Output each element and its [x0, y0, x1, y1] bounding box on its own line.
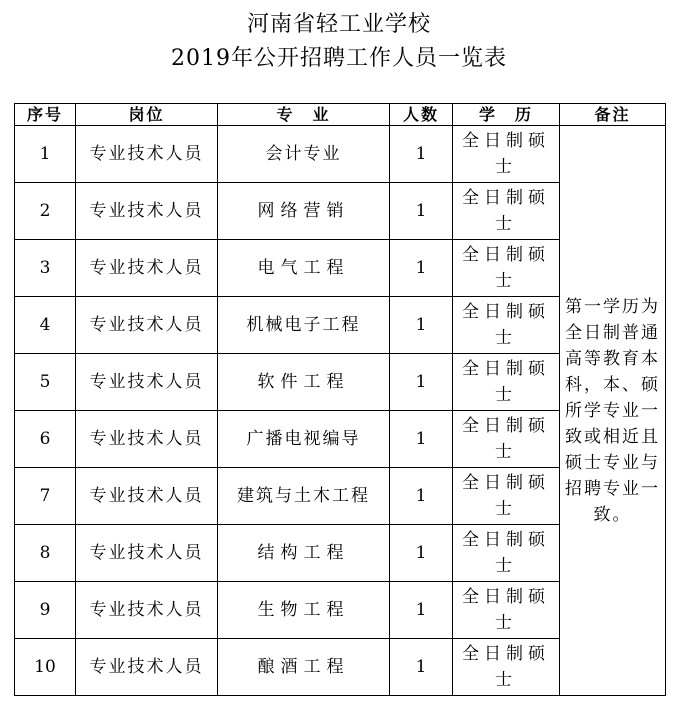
cell-count: 1 [390, 639, 453, 696]
cell-post: 专业技术人员 [76, 411, 218, 468]
cell-count: 1 [390, 126, 453, 183]
cell-count: 1 [390, 240, 453, 297]
cell-count: 1 [390, 183, 453, 240]
header-seq: 序号 [15, 104, 76, 126]
cell-major: 软件工程 [218, 354, 390, 411]
cell-education: 全日制硕士 [453, 126, 560, 183]
header-education: 学 历 [453, 104, 560, 126]
header-major: 专 业 [218, 104, 390, 126]
cell-post: 专业技术人员 [76, 354, 218, 411]
cell-note: 第一学历为全日制普通高等教育本科，本、硕所学专业一致或相近且硕士专业与招聘专业一致。 [560, 126, 666, 696]
cell-education: 全日制硕士 [453, 639, 560, 696]
cell-education: 全日制硕士 [453, 183, 560, 240]
cell-seq: 10 [15, 639, 76, 696]
cell-post: 专业技术人员 [76, 639, 218, 696]
cell-seq: 4 [15, 297, 76, 354]
cell-seq: 9 [15, 582, 76, 639]
cell-seq: 5 [15, 354, 76, 411]
cell-post: 专业技术人员 [76, 240, 218, 297]
cell-major: 广播电视编导 [218, 411, 390, 468]
cell-post: 专业技术人员 [76, 297, 218, 354]
cell-major: 结构工程 [218, 525, 390, 582]
recruitment-table [14, 103, 666, 696]
document-title [0, 8, 678, 76]
cell-seq: 8 [15, 525, 76, 582]
table-row [15, 126, 666, 183]
cell-major: 会计专业 [218, 126, 390, 183]
cell-seq: 3 [15, 240, 76, 297]
cell-major: 机械电子工程 [218, 297, 390, 354]
cell-post: 专业技术人员 [76, 582, 218, 639]
cell-seq: 2 [15, 183, 76, 240]
cell-education: 全日制硕士 [453, 240, 560, 297]
title-school-name: 河南省轻工业学校 [246, 12, 431, 37]
cell-major: 电气工程 [218, 240, 390, 297]
cell-count: 1 [390, 411, 453, 468]
cell-post: 专业技术人员 [76, 468, 218, 525]
cell-count: 1 [390, 525, 453, 582]
cell-education: 全日制硕士 [453, 411, 560, 468]
cell-major: 生物工程 [218, 582, 390, 639]
header-note: 备注 [560, 104, 666, 126]
cell-post: 专业技术人员 [76, 126, 218, 183]
cell-count: 1 [390, 468, 453, 525]
cell-education: 全日制硕士 [453, 468, 560, 525]
cell-seq: 7 [15, 468, 76, 525]
header-post: 岗位 [76, 104, 218, 126]
cell-seq: 1 [15, 126, 76, 183]
cell-education: 全日制硕士 [453, 582, 560, 639]
cell-seq: 6 [15, 411, 76, 468]
cell-major: 建筑与土木工程 [218, 468, 390, 525]
table-header-row [15, 104, 666, 126]
cell-major: 酿酒工程 [218, 639, 390, 696]
header-count: 人数 [390, 104, 453, 126]
cell-education: 全日制硕士 [453, 525, 560, 582]
cell-education: 全日制硕士 [453, 354, 560, 411]
cell-major: 网络营销 [218, 183, 390, 240]
cell-post: 专业技术人员 [76, 183, 218, 240]
cell-count: 1 [390, 297, 453, 354]
cell-count: 1 [390, 354, 453, 411]
cell-count: 1 [390, 582, 453, 639]
title-table-name: 2019年公开招聘工作人员一览表 [171, 46, 507, 71]
cell-education: 全日制硕士 [453, 297, 560, 354]
cell-post: 专业技术人员 [76, 525, 218, 582]
